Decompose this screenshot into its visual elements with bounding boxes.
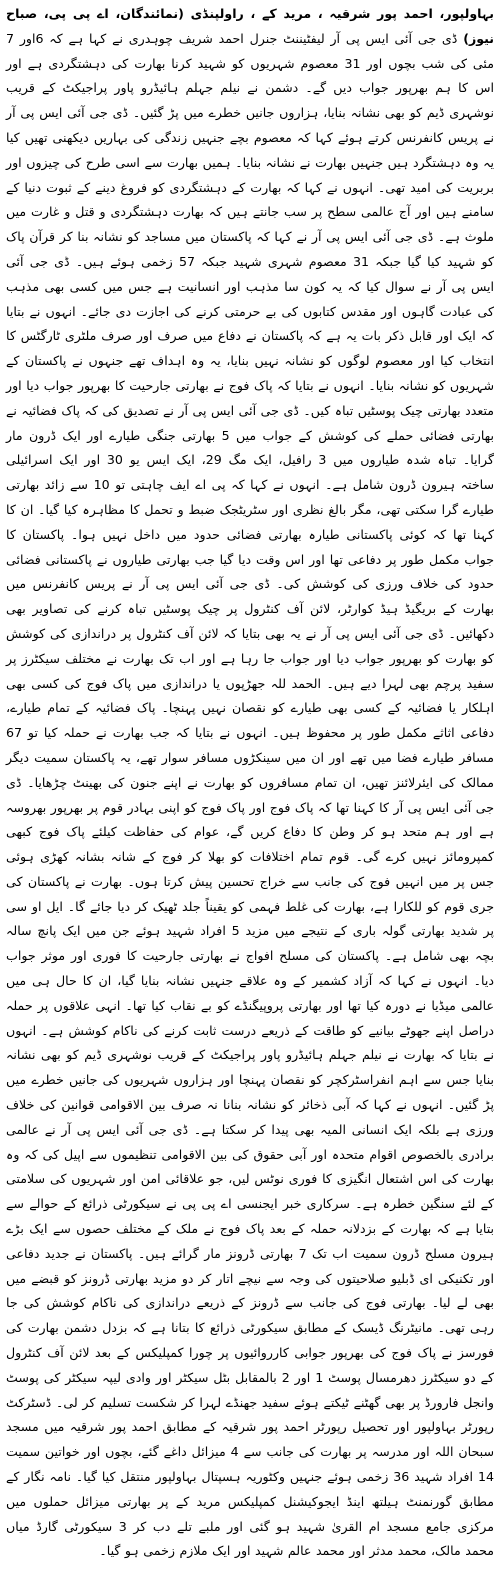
article-dateline: بہاولپور، احمد پور شرقیہ ، مرید کے ، راولپنڈی (نمائندگان، اے پی پی، صباح نیوز) (6, 6, 494, 46)
article-text: ڈی جی آئی ایس پی آر لیفٹیننٹ جنرل احمد شریف چوہدری نے کہا ہے کہ 6اور 7 مئی کی شب بچوں اور 31 معصوم شہریوں کو شہید کرنا بھارت کی دہشتگردی ہے اور اس کا ہم بھرپور جواب دیں گے۔ دشمن نے نیلم جہلم ہائیڈرو پاور پراجیکٹ کے قریب نوشہری ڈیم کو بھی نشانہ بنایا، ہزاروں جانیں خطرے میں پڑ گئیں۔ ڈی جی آئی ایس پی آر نے پریس کانفرنس کرتے ہوئے کہا کہ معصوم بچے جنہیں زندگی کی بہاریں دیکھنی تھیں کیا یہ وہ دہشتگرد ہیں جنہیں بھارت نے نشانہ بنایا۔ ہمیں بھارت سے اسی طرح کی چیزوں اور بربریت کی امید تھی۔ انہوں نے کہا کہ بھارت کے دہشتگردی کو فروغ دینے کے ثبوت دنیا کے سامنے ہیں اور آج عالمی سطح پر سب جانتے ہیں کہ بھارت دہشتگردی و قتل و غارت میں ملوث ہے۔ ڈی جی آئی ایس پی آر نے کہا کہ پاکستان میں مساجد کو نشانہ بنا کر قرآن پاک کو شہید کیا گیا جبکہ 31 معصوم شہری شہید جبکہ 57 زخمی ہوئے ہیں۔ ڈی جی آئی ایس پی آر نے سوال کیا کہ یہ کون سا مذہب اور انسانیت ہے جس میں کسی بھی مذہب کی عبادت گاہوں اور مقدس کتابوں کی بے حرمتی کرنے کی اجازت دی جائے۔ انہوں نے بتایا کہ ایک اور قابل ذکر بات یہ ہے کہ پاکستان نے دفاع میں صرف اور صرف ملٹری ٹارگٹس کا انتخاب کیا اور معصوم لوگوں کو نشانہ نہیں بنایا، یہ وہ اہداف تھے جنہوں نے پاکستان کے شہریوں کو نشانہ بنایا۔ انہوں نے بتایا کہ پاک فوج نے بھارتی جارحیت کا بھرپور جواب دیا اور متعدد بھارتی چیک پوسٹیں تباہ کیں۔ ڈی جی آئی ایس پی آر نے تصدیق کی کہ پاک فضائیہ نے بھارتی فضائی حملے کی کوشش کے جواب میں 5 بھارتی جنگی طیارے اور ایک ڈرون مار گرایا۔ تباہ شدہ طیاروں میں 3 رافیل، ایک مگ 29، ایک ایس یو 30 اور ایک اسرائیلی ساختہ ہیرون ڈرون شامل ہے۔ انہوں نے کہا کہ پی اے ایف چاہتی تو 10 سے زائد بھارتی طیارے گرا سکتی تھی، مگر بالغ نظری اور سٹریٹجک ضبط و تحمل کا مظاہرہ کیا گیا۔ ان کا کہنا تھا کہ کوئی پاکستانی طیارہ بھارتی فضائی حدود میں داخل نہیں ہوا۔ پاکستان کا جواب مکمل طور پر دفاعی تھا اور اس وقت دیا گیا جب بھارتی طیاروں نے پاکستانی فضائی حدود کی خلاف ورزی کی کوشش کی۔ ڈی جی آئی ایس پی آر نے پریس کانفرنس میں بھارت کے بریگیڈ ہیڈ کوارٹر، لائن آف کنٹرول پر چیک پوسٹیں تباہ کرنے کی تصاویر بھی دکھائیں۔ ڈی جی آئی ایس پی آر نے یہ بھی بتایا کہ لائن آف کنٹرول پر دراندازی کی کوشش کو بھارت کو بھرپور جواب دیا اور جواب جا رہا ہے اور اب تک بھارت نے مختلف سیکٹرز پر سفید پرچم بھی لہرا دیے ہیں۔ الحمد للہ جھڑپوں یا دراندازی میں پاک فوج کی کسی بھی اہلکار یا فضائیہ کے کسی بھی طیارے کو نقصان نہیں پہنچا۔ پاک فضائیہ کے تمام طیارے، دفاعی اثاثے مکمل طور پر محفوظ ہیں۔ انہوں نے بتایا کہ جب بھارت نے حملہ کیا تو 67 مسافر طیارے فضا میں تھے اور ان میں سینکڑوں مسافر سوار تھے، یہ پاکستان سمیت دیگر ممالک کی ایئرلائنز تھیں، ان تمام مسافروں کو بھارت نے اپنے جنون کی بھینٹ چڑھایا۔ ڈی جی آئی ایس پی آر کا کہنا تھا کہ پاک فوج اور پاک فوج کو اپنی بہادر قوم پر بھرپور بھروسہ ہے اور ہم متحد ہو کر وطن کا دفاع کریں گے، عوام کی حفاظت کیلئے پاک فوج کبھی کمپرومائز نہیں کرے گی۔ قوم تمام اختلافات کو بھلا کر فوج کے شانہ بشانہ کھڑی ہوئی جس پر میں انہیں فوج کی جانب سے خراج تحسین پیش کرتا ہوں۔ بھارت نے پاکستان کی جری قوم کو للکارا ہے، بھارت کی غلط فہمی کو یقیناً جلد ٹھیک کر دیا جائے گا۔ ایل او سی پر شدید بھارتی گولہ باری کے نتیجے میں مزید 5 افراد شہید ہوئے جن میں ایک پانچ سالہ بچہ بھی شامل ہے۔ پاکستان کی مسلح افواج نے بھارتی جارحیت کا فوری اور موثر جواب دیا۔ انہوں نے کہا کہ آزاد کشمیر کے وہ علاقے جنہیں نشانہ بنایا گیا، ان کا حال ہی میں عالمی میڈیا نے دورہ کیا تھا اور بھارتی پروپیگنڈے کو بے نقاب کیا تھا۔ انہی علاقوں پر حملہ دراصل اپنے جھوٹے بیانیے کو طاقت کے ذریعے درست ثابت کرنے کی ناکام کوشش ہے۔ انہوں نے بتایا کہ بھارت نے نیلم جہلم ہائیڈرو پاور پراجیکٹ کے قریب نوشہری ڈیم کو بھی نشانہ بنایا جس سے اہم انفراسٹرکچر کو نقصان پہنچا اور ہزاروں شہریوں کی جانیں خطرے میں پڑ گئیں۔ انہوں نے کہا کہ آبی ذخائر کو نشانہ بنانا نہ صرف بین الاقوامی قوانین کی خلاف ورزی ہے بلکہ ایک انسانی المیہ بھی پیدا کر سکتا ہے۔ ڈی جی آئی ایس پی آر نے عالمی برادری بالخصوص اقوام متحدہ اور آبی حقوق کی بین الاقوامی تنظیموں سے اپیل کی کہ وہ بھارت کی اس اشتعال انگیزی کا فوری نوٹس لیں، جو علاقائی امن اور شہریوں کی سلامتی کے لئے سنگین خطرہ ہے۔ سرکاری خبر ایجنسی اے پی پی نے سیکورٹی ذرائع کے حوالے سے بتایا ہے کہ بھارت کے بزدلانہ حملہ کے بعد پاک فوج نے ملک کے مختلف حصوں سے ایک بڑے ہیرون مسلح ڈرون سمیت اب تک 7 بھارتی ڈرونز مار گرائے ہیں۔ پاکستان نے جدید دفاعی اور تکنیکی ای ڈبلیو صلاحیتوں کی وجہ سے نیچے اتار کر دو مزید بھارتی ڈرونز کو قبضے میں بھی لے لیا۔ بھارتی فوج کی جانب سے ڈرونز کے ذریعے دراندازی کی ناکام کوشش کی جا رہی تھی۔ مانیٹرنگ ڈیسک کے مطابق سیکورٹی ذرائع کا بتانا ہے کہ بزدل دشمن بھارت کی فورسز نے پاک فوج کی بھرپور جوابی کارروائیوں پر چورا کمپلیکس کے بعد لائن آف کنٹرول کے دو سیکٹرز دھرمسال پوسٹ 1 اور 2 بالمقابل بٹل سیکٹر اور وادی لیپہ سیکٹر کی پوسٹ وانجل فارورڈ پر بھی گھٹنے ٹیکتے ہوئے سفید جھنڈے لہرا کر شکست تسلیم کر لی۔ ڈسٹرکٹ رپورٹر بہاولپور اور تحصیل رپورٹر احمد پور شرقیہ کے مطابق احمد پور شرقیہ میں مسجد سبحان اللہ اور مدرسہ پر بھارت کی جانب سے 4 میزائل داغے گئے، بچوں اور خواتین سمیت 14 افراد شہید 36 زخمی ہوئے جنہیں وکٹوریہ ہسپتال بہاولپور منتقل کیا گیا۔ نامہ نگار کے مطابق گورنمنٹ ہیلتھ اینڈ ایجوکیشنل کمپلیکس مرید کے پر بھارتی میزائل حملوں میں مرکزی جامع مسجد ام القریٰ شہید ہو گئی اور ملبے تلے دب کر 3 سیکورٹی گارڈ میاں محمد مالک، محمد مدثر اور محمد عالم شہید اور ایک ملازم زخمی ہو گیا۔ (6, 30, 494, 1559)
article-body (6, 2, 494, 1564)
